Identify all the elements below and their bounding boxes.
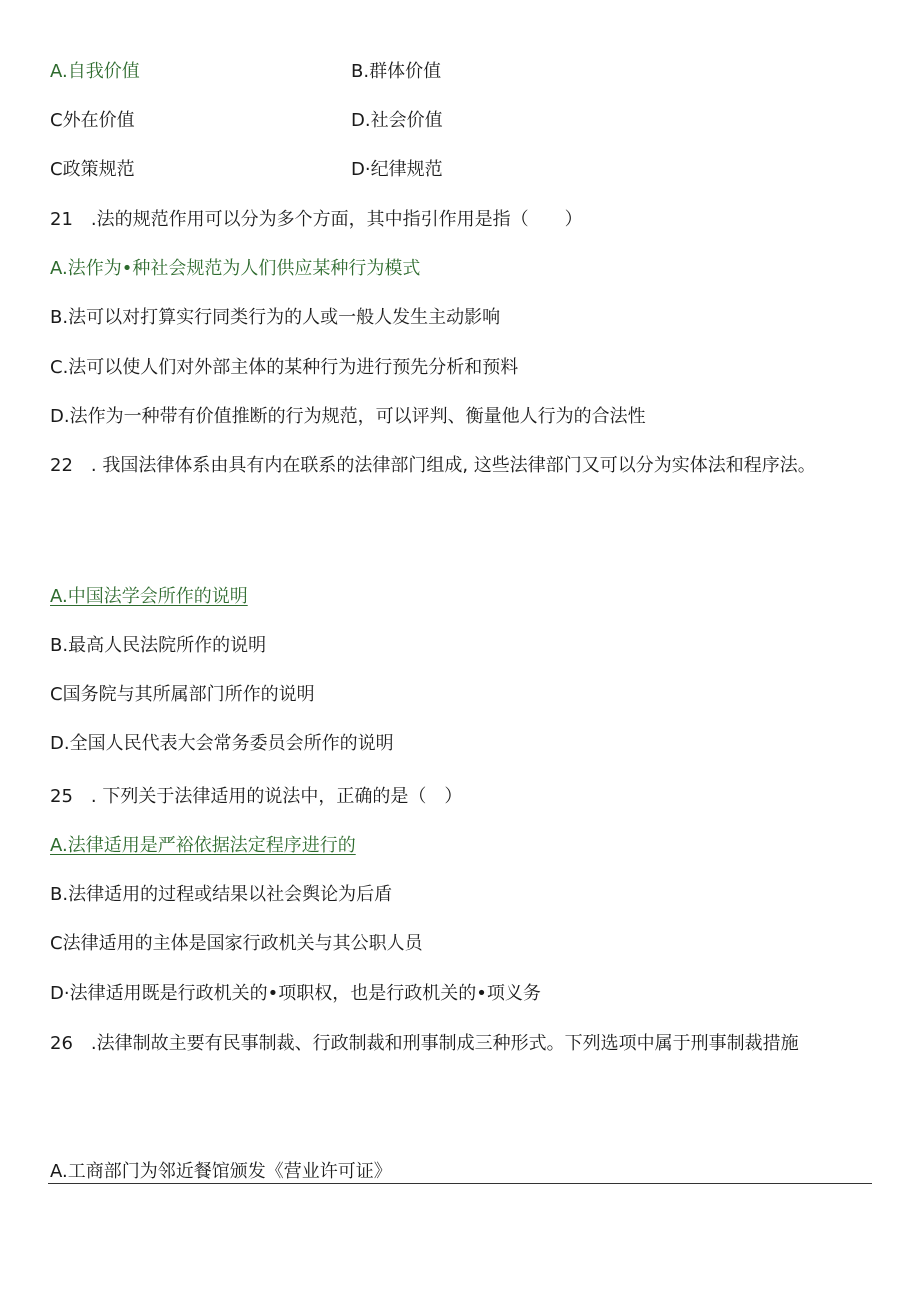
question-21-option-b: B.法可以对打算实行同类行为的人或一般人发生主动影响 — [50, 307, 501, 328]
option-d-social-value: D.社会价值 — [351, 110, 443, 131]
interp-option-c: C国务院与其所属部门所作的说明 — [50, 684, 315, 705]
option-d-discipline-norm: D·纪律规范 — [351, 159, 443, 180]
option-b-group-value: B.群体价值 — [351, 61, 442, 82]
option-c-external-value: C外在价值 — [50, 110, 135, 131]
question-25-option-a: A.法律适用是严裕依据法定程序进行的 — [50, 835, 356, 856]
interp-option-a: A.中国法学会所作的说明 — [50, 586, 248, 607]
question-25-option-c: C法律适用的主体是国家行政机关与其公职人员 — [50, 933, 423, 954]
option-c-policy-norm: C政策规范 — [50, 159, 135, 180]
question-25-option-b: B.法律适用的过程或结果以社会舆论为后盾 — [50, 884, 393, 905]
question-26-stem: 26 .法律制故主要有民事制裁、行政制裁和刑事制成三种形式。下列选项中属于刑事制裁措施 — [50, 1033, 799, 1054]
question-22-stem: 22 . 我国法律体系由具有内在联系的法律部门组成, 这些法律部门又可以分为实体法和程序法。 — [50, 455, 816, 476]
question-21-option-d: D.法作为一种带有价值推断的行为规范，可以评判、衡量他人行为的合法性 — [50, 406, 646, 427]
question-21-option-c: C.法可以使人们对外部主体的某种行为进行预先分析和预料 — [50, 357, 519, 378]
question-26-option-a: A.工商部门为邻近餐馆颁发《营业许可证》 — [50, 1161, 392, 1182]
interp-option-b: B.最高人民法院所作的说明 — [50, 635, 267, 656]
question-25-stem: 25 . 下列关于法律适用的说法中，正确的是（ ） — [50, 786, 463, 807]
option-a-self-value: A.自我价值 — [50, 61, 140, 82]
question-25-option-d: D·法律适用既是行政机关的•项职权，也是行政机关的•项义务 — [50, 983, 541, 1004]
interp-option-d: D.全国人民代表大会常务委员会所作的说明 — [50, 733, 394, 754]
question-21-stem: 21 .法的规范作用可以分为多个方面，其中指引作用是指（ ） — [50, 209, 583, 230]
bottom-divider — [48, 1183, 872, 1184]
question-21-option-a: A.法作为•种社会规范为人们供应某种行为模式 — [50, 258, 421, 279]
